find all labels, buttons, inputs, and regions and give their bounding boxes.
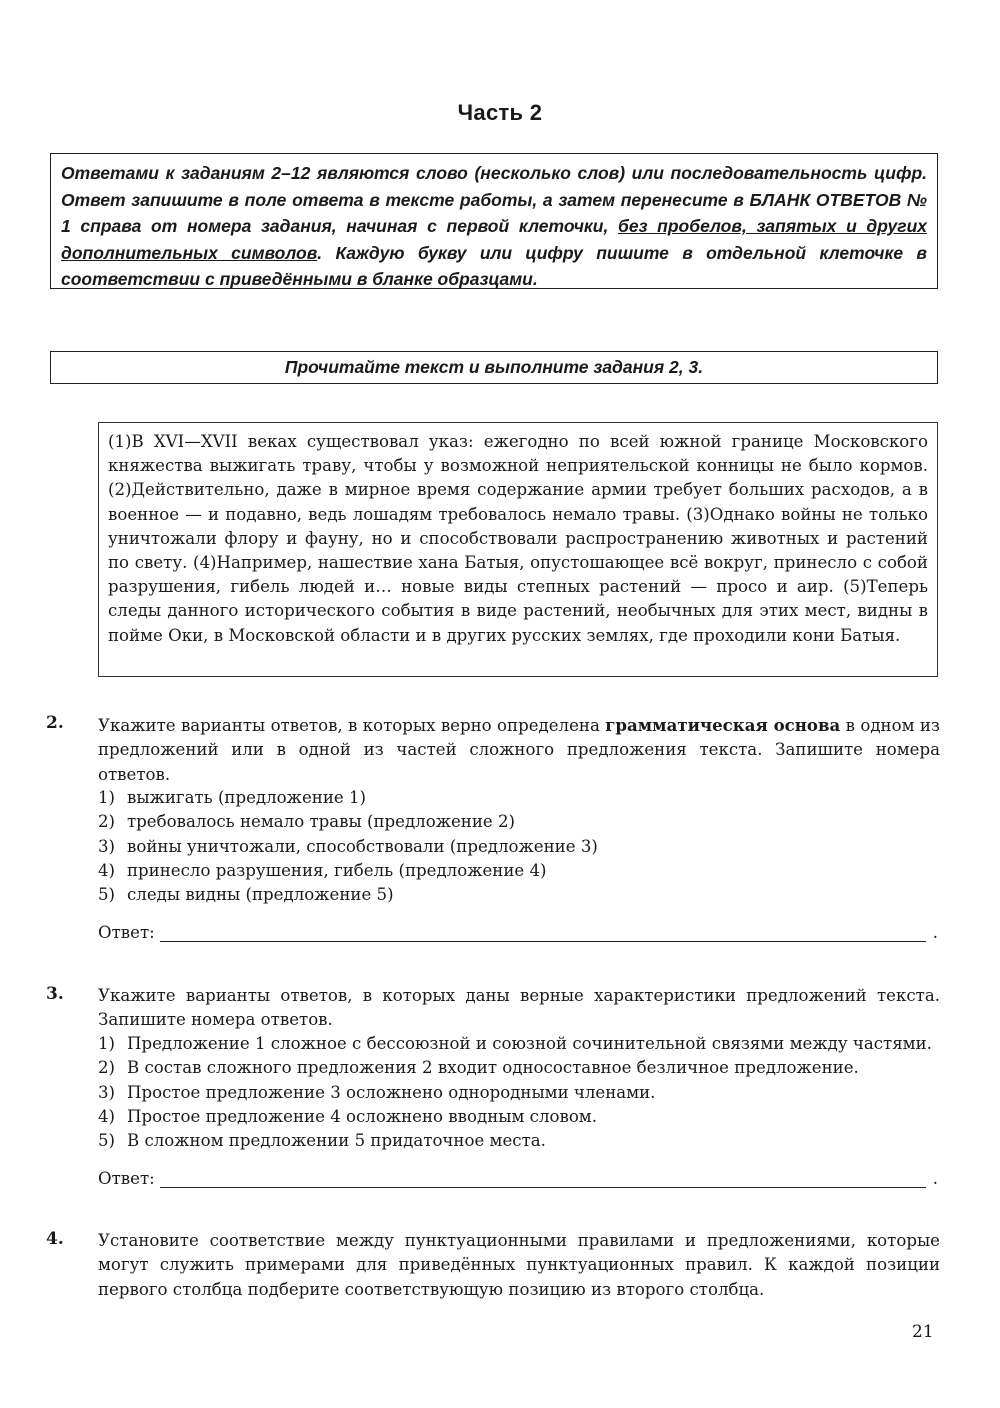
passage-box xyxy=(98,422,938,677)
instructions-box xyxy=(50,153,938,289)
task-number: 2. xyxy=(46,713,64,733)
answer-label: Ответ: xyxy=(98,1169,155,1188)
answer-options xyxy=(98,786,940,907)
answer-line[interactable] xyxy=(160,1187,926,1188)
answer-field[interactable] xyxy=(98,923,940,949)
instructions-text: Ответами к заданиям 2–12 являются слово (несколько слов) или последовательность цифр. Ответ запишите в поле ответа в тексте работы, а затем перенесите в БЛАНК ОТВЕТОВ № 1 справа от номера задания, начиная с первой клеточки, xyxy=(61,163,927,236)
passage-text: (1)В XVI—XVII веках существовал указ: ежегодно по всей южной границе Московского княжества выжигать траву, чтобы у возможной неприятельской конницы не было кормов. (2)Действительно, даже в мирное время содержание армии требует больших расходов, а в военное — и подавно, ведь лошадям требовалось немало травы. (3)Однако войны не только уничтожали флору и фауну, но и способствовали распространению животных и растений по свету. (4)Например, нашествие хана Батыя, опустошающее всё вокруг, принесло с собой разрушения, гибель людей и… новые виды степных растений — просо и аир. (5)Теперь следы данного исторического события в виде растений, необычных для этих мест, видны в пойме Оки, в Московской области и в других русских землях, где проходили кони Батыя. xyxy=(108,432,928,645)
answer-line[interactable] xyxy=(160,941,926,942)
answer-end-dot: . xyxy=(932,923,938,942)
instructions-underlined: без пробелов, запятых и других дополнительных символов xyxy=(61,216,927,263)
answer-options xyxy=(98,1032,940,1153)
list-item: 2) В состав сложного предложения 2 входит односоставное безличное предложение. xyxy=(98,1058,859,1078)
list-item: 4) Простое предложение 4 осложнено вводным словом. xyxy=(98,1106,597,1126)
task-question xyxy=(98,713,940,787)
list-item: 1) Предложение 1 сложное с бессоюзной и союзной сочинительной связями между частями. xyxy=(98,1034,932,1053)
question-text-end: в одном из предложений или в одной из частей сложного предложения текста. Запишите номера ответов. xyxy=(98,716,940,784)
list-item: 2) требовалось немало травы (предложение 2) xyxy=(98,812,516,832)
part-title: Часть 2 xyxy=(457,100,543,125)
read-instruction-box: Прочитайте текст и выполните задания 2, 3. xyxy=(50,351,938,384)
list-item: 5) следы видны (предложение 5) xyxy=(98,885,394,905)
answer-label: Ответ: xyxy=(98,923,155,942)
page-number: 21 xyxy=(912,1322,934,1342)
task-number: 4. xyxy=(46,1229,64,1249)
list-item: 1) выжигать (предложение 1) xyxy=(98,788,367,807)
list-item: 3) Простое предложение 3 осложнено однородными членами. xyxy=(98,1082,656,1102)
question-bold-term: грамматическая основа xyxy=(605,715,841,735)
task-question: Установите соответствие между пунктуационными правилами и предложениями, которые могут служить примерами для приведённых пунктуационных правил. К каждой позиции первого столбца подберите соответствующую позицию из второго столбца. xyxy=(98,1231,940,1299)
answer-field[interactable] xyxy=(98,1169,940,1195)
instructions-text-end: . Каждую букву или цифру пишите в отдельной клеточке в соответствии с приведёнными в бланке образцами. xyxy=(61,242,927,289)
task-question: Укажите варианты ответов, в которых даны верные характеристики предложений текста. Запишите номера ответов. xyxy=(98,986,940,1030)
task-number: 3. xyxy=(46,984,64,1004)
answer-end-dot: . xyxy=(932,1169,938,1188)
question-text: Укажите варианты ответов, в которых верно определена xyxy=(98,716,606,735)
list-item: 5) В сложном предложении 5 придаточное места. xyxy=(98,1131,546,1151)
list-item: 3) войны уничтожали, способствовали (предложение 3) xyxy=(98,836,598,856)
list-item: 4) принесло разрушения, гибель (предложение 4) xyxy=(98,860,547,880)
